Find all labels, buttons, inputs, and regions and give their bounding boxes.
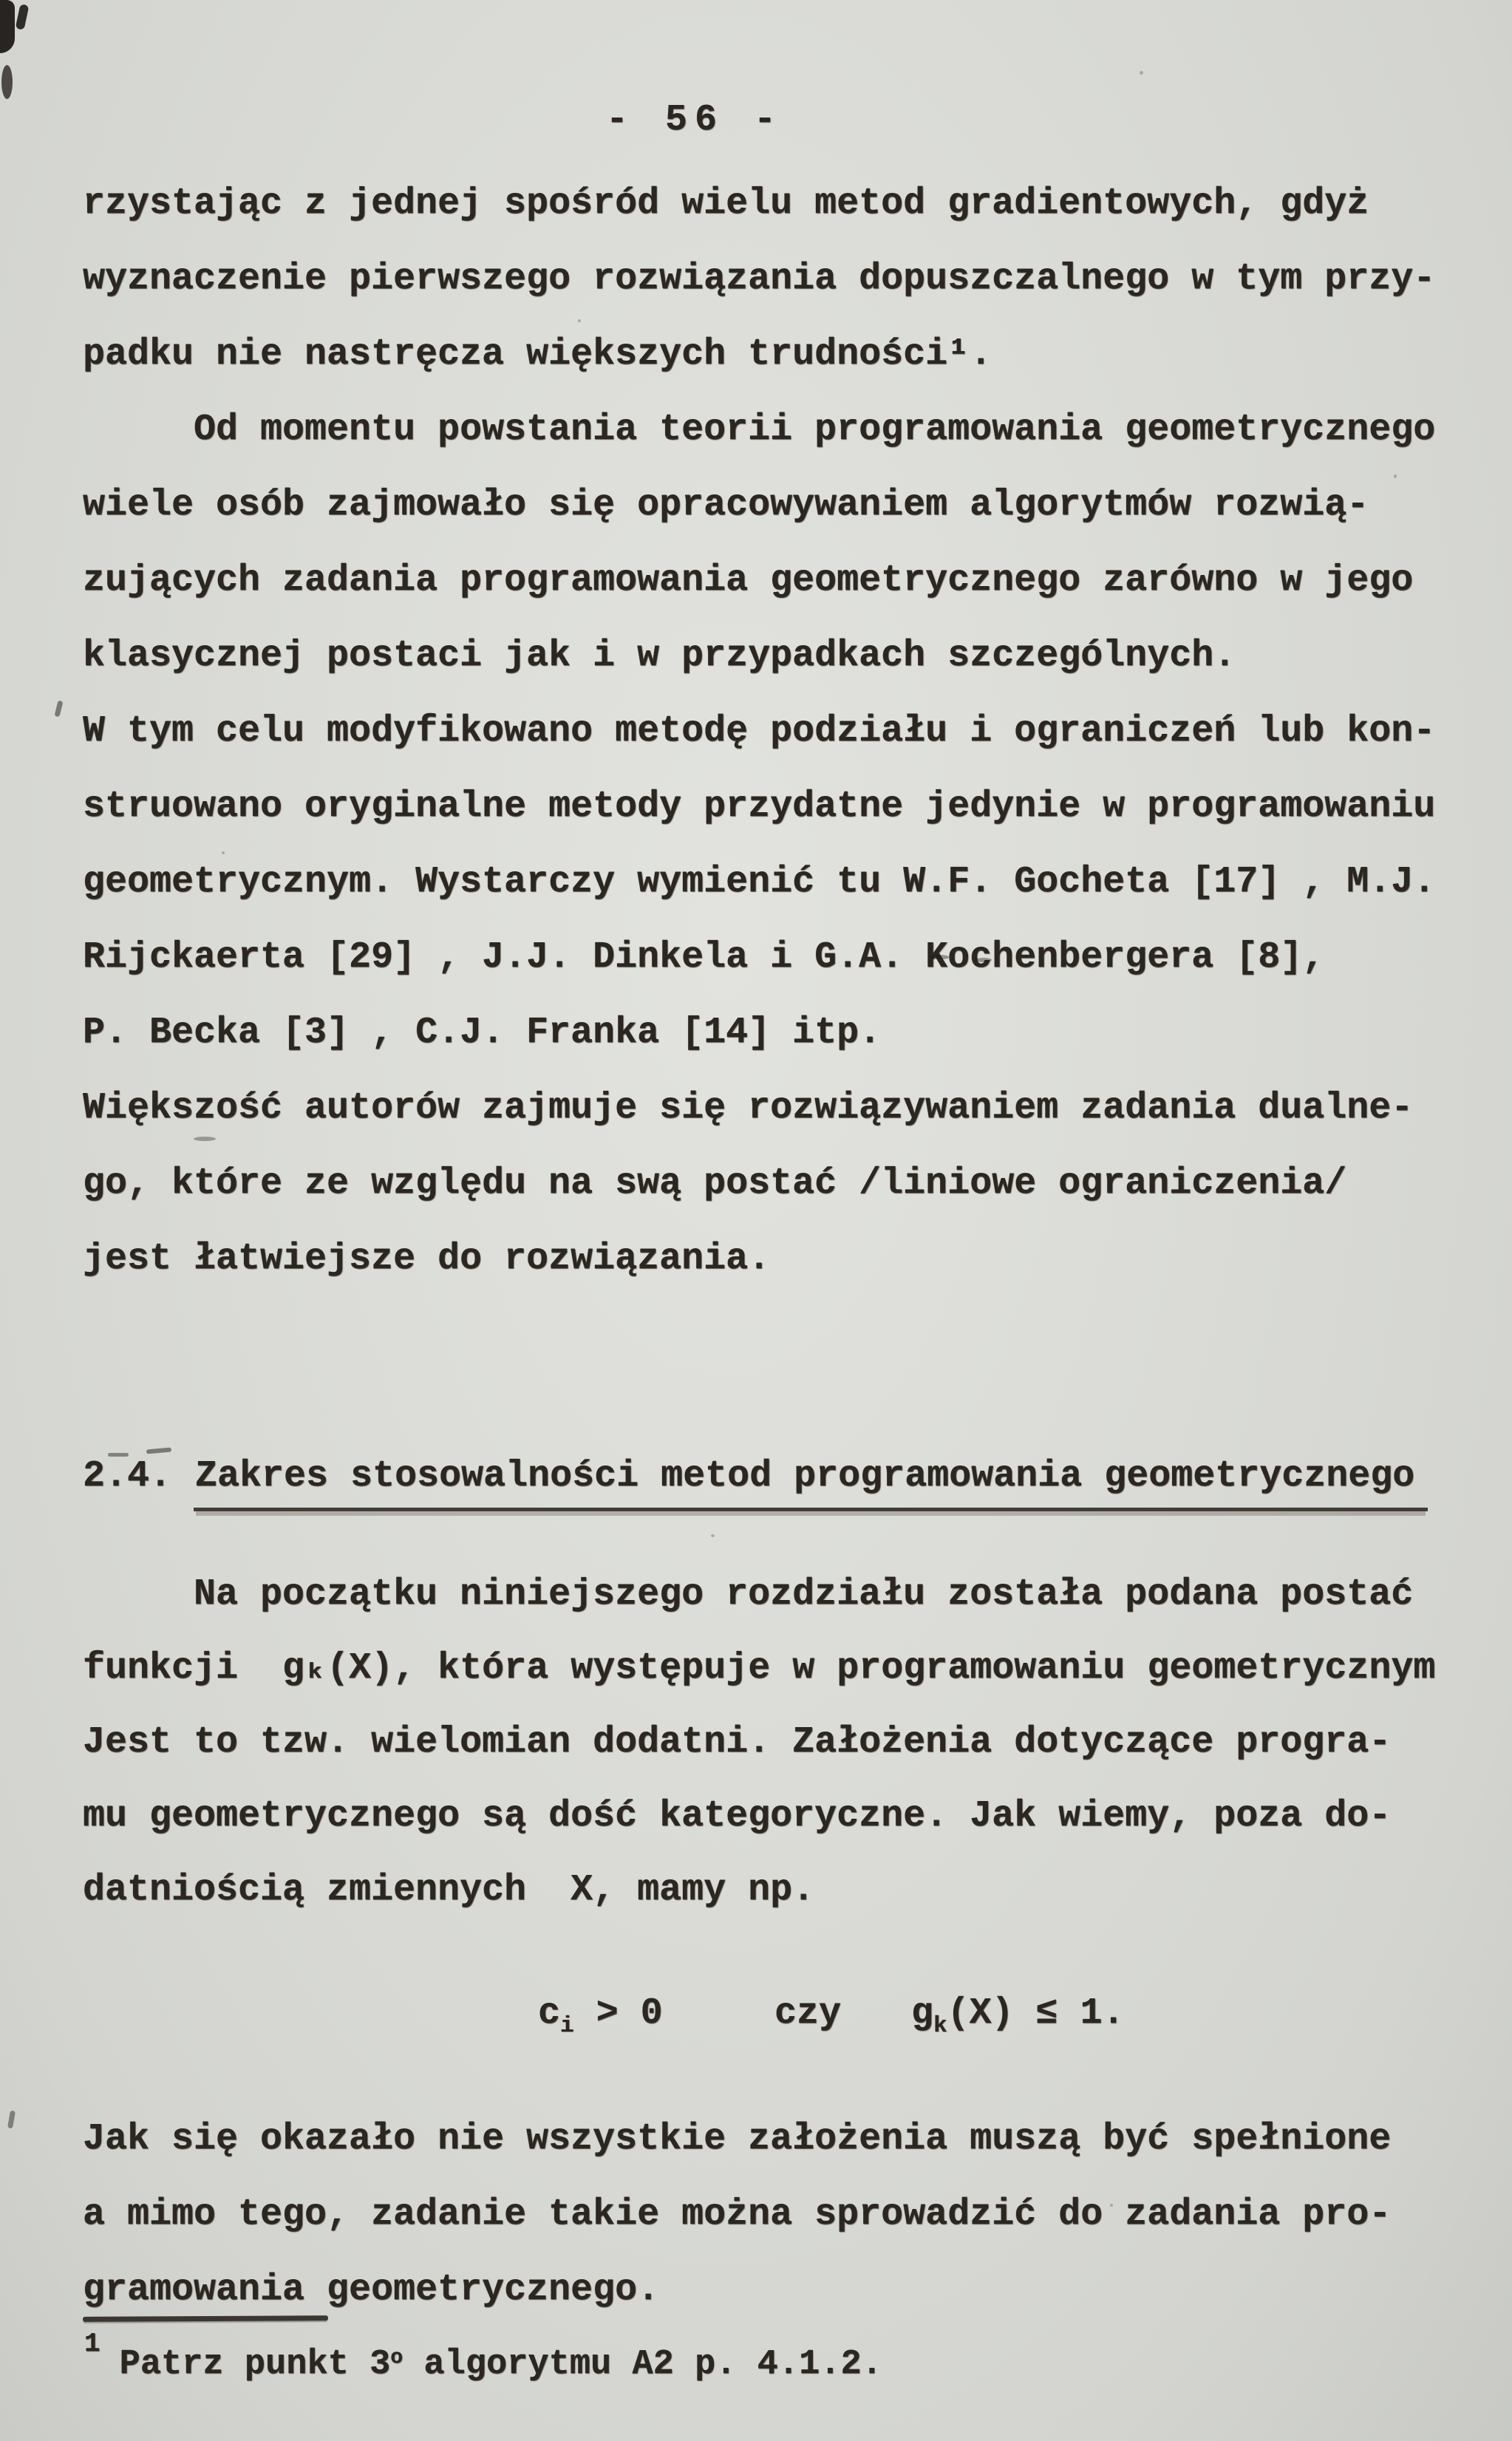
text-line: struowano oryginalne metody przydatne jedynie w programowaniu <box>83 786 1436 828</box>
section-heading <box>83 1454 1428 1499</box>
constraint-formula <box>0 1992 1512 2043</box>
text-line: Rijckaerta [29] , J.J. Dinkela i G.A. Kochenbergera [8], <box>83 936 1325 978</box>
ink-speck <box>1394 474 1397 478</box>
paragraph-block-3 <box>83 2102 1391 2328</box>
footnote-marker: 1 <box>84 2329 101 2359</box>
typewriter-smudge <box>930 955 949 959</box>
posynomial-condition: $g_k(X) \le 1$. <box>911 1992 1125 2039</box>
text-line: jest łatwiejsze do rozwiązania. <box>83 1238 771 1280</box>
subscript-i: i <box>560 2012 574 2039</box>
text-line: datniością zmiennych X, mamy np. <box>83 1869 815 1911</box>
paragraph-block-1 <box>83 166 1435 1297</box>
scan-edge-artifact <box>16 4 30 30</box>
typewriter-smudge <box>194 1137 216 1141</box>
text-line: P. Becka [3] , C.J. Franka [14] itp. <box>83 1012 882 1054</box>
footnote-text: Patrz punkt 3$^o$ algorytmu A2 p. 4.1.2. <box>119 2345 882 2384</box>
ink-speck <box>1110 2204 1113 2207</box>
footnote <box>84 2329 882 2387</box>
scan-edge-artifact <box>1 65 13 99</box>
text-line: mu geometrycznego są dość kategoryczne. Jak wiemy, poza do- <box>83 1795 1392 1837</box>
text-line: wyznaczenie pierwszego rozwiązania dopuszczalnego w tym przy- <box>83 258 1436 300</box>
text-line: padku nie nastręcza większych trudności¹. <box>83 333 992 375</box>
text-line: Większość autorów zajmuje się rozwiązywaniem zadania dualne- <box>83 1087 1414 1129</box>
ink-speck <box>711 1534 715 1537</box>
pen-mark-artifact <box>108 1453 129 1457</box>
text-line: zujących zadania programowania geometrycznego zarówno w jego <box>83 559 1414 602</box>
section-title: Zakres stosowalności metod programowania geometrycznego <box>194 1455 1428 1511</box>
pen-mark-artifact <box>54 700 63 717</box>
text-line: wiele osób zajmowało się opracowywaniem algorytmów rozwią- <box>83 484 1369 526</box>
text-line: Od momentu powstania teorii programowania geometrycznego <box>83 409 1436 451</box>
text-line: Jak się okazało nie wszystkie założenia muszą być spełnione <box>83 2118 1392 2160</box>
section-number: 2.4. <box>83 1455 172 1497</box>
text-line: W tym celu modyfikowano metodę podziału i ograniczeń lub kon- <box>83 710 1436 752</box>
scan-edge-artifact <box>0 0 15 53</box>
text-line: go, które ze względu na swą postać /liniowe ograniczenia/ <box>83 1162 1347 1205</box>
coefficient-condition: $c_i > 0$ <box>538 1992 663 2039</box>
ink-speck <box>1140 71 1143 75</box>
paragraph-block-2 <box>83 1558 1435 1927</box>
text-line: Jest to tzw. wielomian dodatni. Założenia dotyczące progra- <box>83 1721 1392 1763</box>
text-line: klasycznej postaci jak i w przypadkach szczególnych. <box>83 635 1236 677</box>
text-line: gramowania geometrycznego. <box>83 2269 660 2311</box>
page-number: - 56 - <box>605 99 784 141</box>
typewriter-smudge <box>975 958 992 962</box>
text-line: Na początku niniejszego rozdziału została podana postać <box>83 1573 1414 1616</box>
pen-mark-artifact <box>146 1448 171 1454</box>
text-line: geometrycznym. Wystarczy wymienić tu W.F. Gocheta [17] , M.J. <box>83 861 1436 903</box>
ordinal-indicator: o <box>390 2346 403 2369</box>
text-line: funkcji gₖ(X), która występuje w programowaniu geometrycznym <box>83 1647 1436 1689</box>
text-line: a mimo tego, zadanie takie można sprowadzić do zadania pro- <box>83 2193 1392 2236</box>
text-line: rzystając z jednej spośród wielu metod gradientowych, gdyż <box>83 183 1369 225</box>
pen-mark-artifact <box>7 2111 16 2129</box>
ink-speck <box>578 319 581 322</box>
formula-connector-word: czy <box>774 1992 842 2035</box>
ink-speck <box>222 851 225 854</box>
subscript-k: k <box>933 2012 947 2039</box>
